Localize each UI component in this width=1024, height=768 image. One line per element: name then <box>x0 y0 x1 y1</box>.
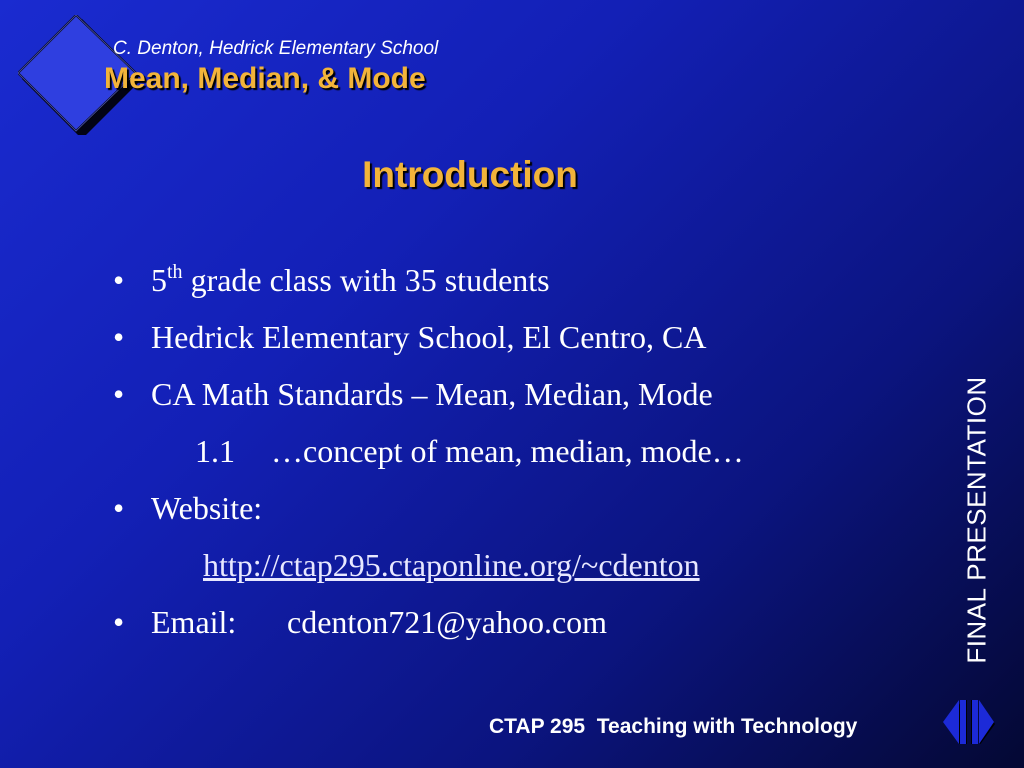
standards-text: CA Math Standards – Mean, Median, Mode <box>151 376 713 412</box>
grade-suffix: th <box>167 261 183 283</box>
author-line: C. Denton, Hedrick Elementary School <box>113 38 439 59</box>
bullet-school <box>113 309 933 366</box>
bullet-grade-class <box>113 252 933 309</box>
school-text: Hedrick Elementary School, El Centro, CA <box>151 319 707 355</box>
triangle-right-icon <box>969 700 995 744</box>
email-label: Email: <box>151 604 237 640</box>
standard-number: 1.1 <box>195 433 235 469</box>
website-link[interactable]: http://ctap295.ctaponline.org/~cdenton <box>203 547 700 583</box>
slide-heading: Introduction <box>362 154 578 195</box>
standard-item <box>113 423 933 480</box>
standard-text: …concept of mean, median, mode… <box>271 433 744 469</box>
deck-title: Mean, Median, & Mode <box>104 62 426 95</box>
previous-slide-button[interactable] <box>943 700 969 744</box>
footer-text: CTAP 295 Teaching with Technology <box>489 715 858 738</box>
grade-class-text: grade class with 35 students <box>182 262 550 298</box>
grade-number: 5 <box>151 262 167 298</box>
website-row <box>113 537 933 594</box>
bullet-email <box>113 594 933 651</box>
bullet-website <box>113 480 933 537</box>
slide-content <box>113 252 933 651</box>
bullet-standards <box>113 366 933 423</box>
slide-navigation <box>943 700 995 744</box>
website-label: Website: <box>151 490 263 526</box>
side-label: FINAL PRESENTATION <box>961 376 992 664</box>
next-slide-button[interactable] <box>969 700 995 744</box>
triangle-left-icon <box>943 700 969 744</box>
email-value: cdenton721@yahoo.com <box>287 604 608 640</box>
